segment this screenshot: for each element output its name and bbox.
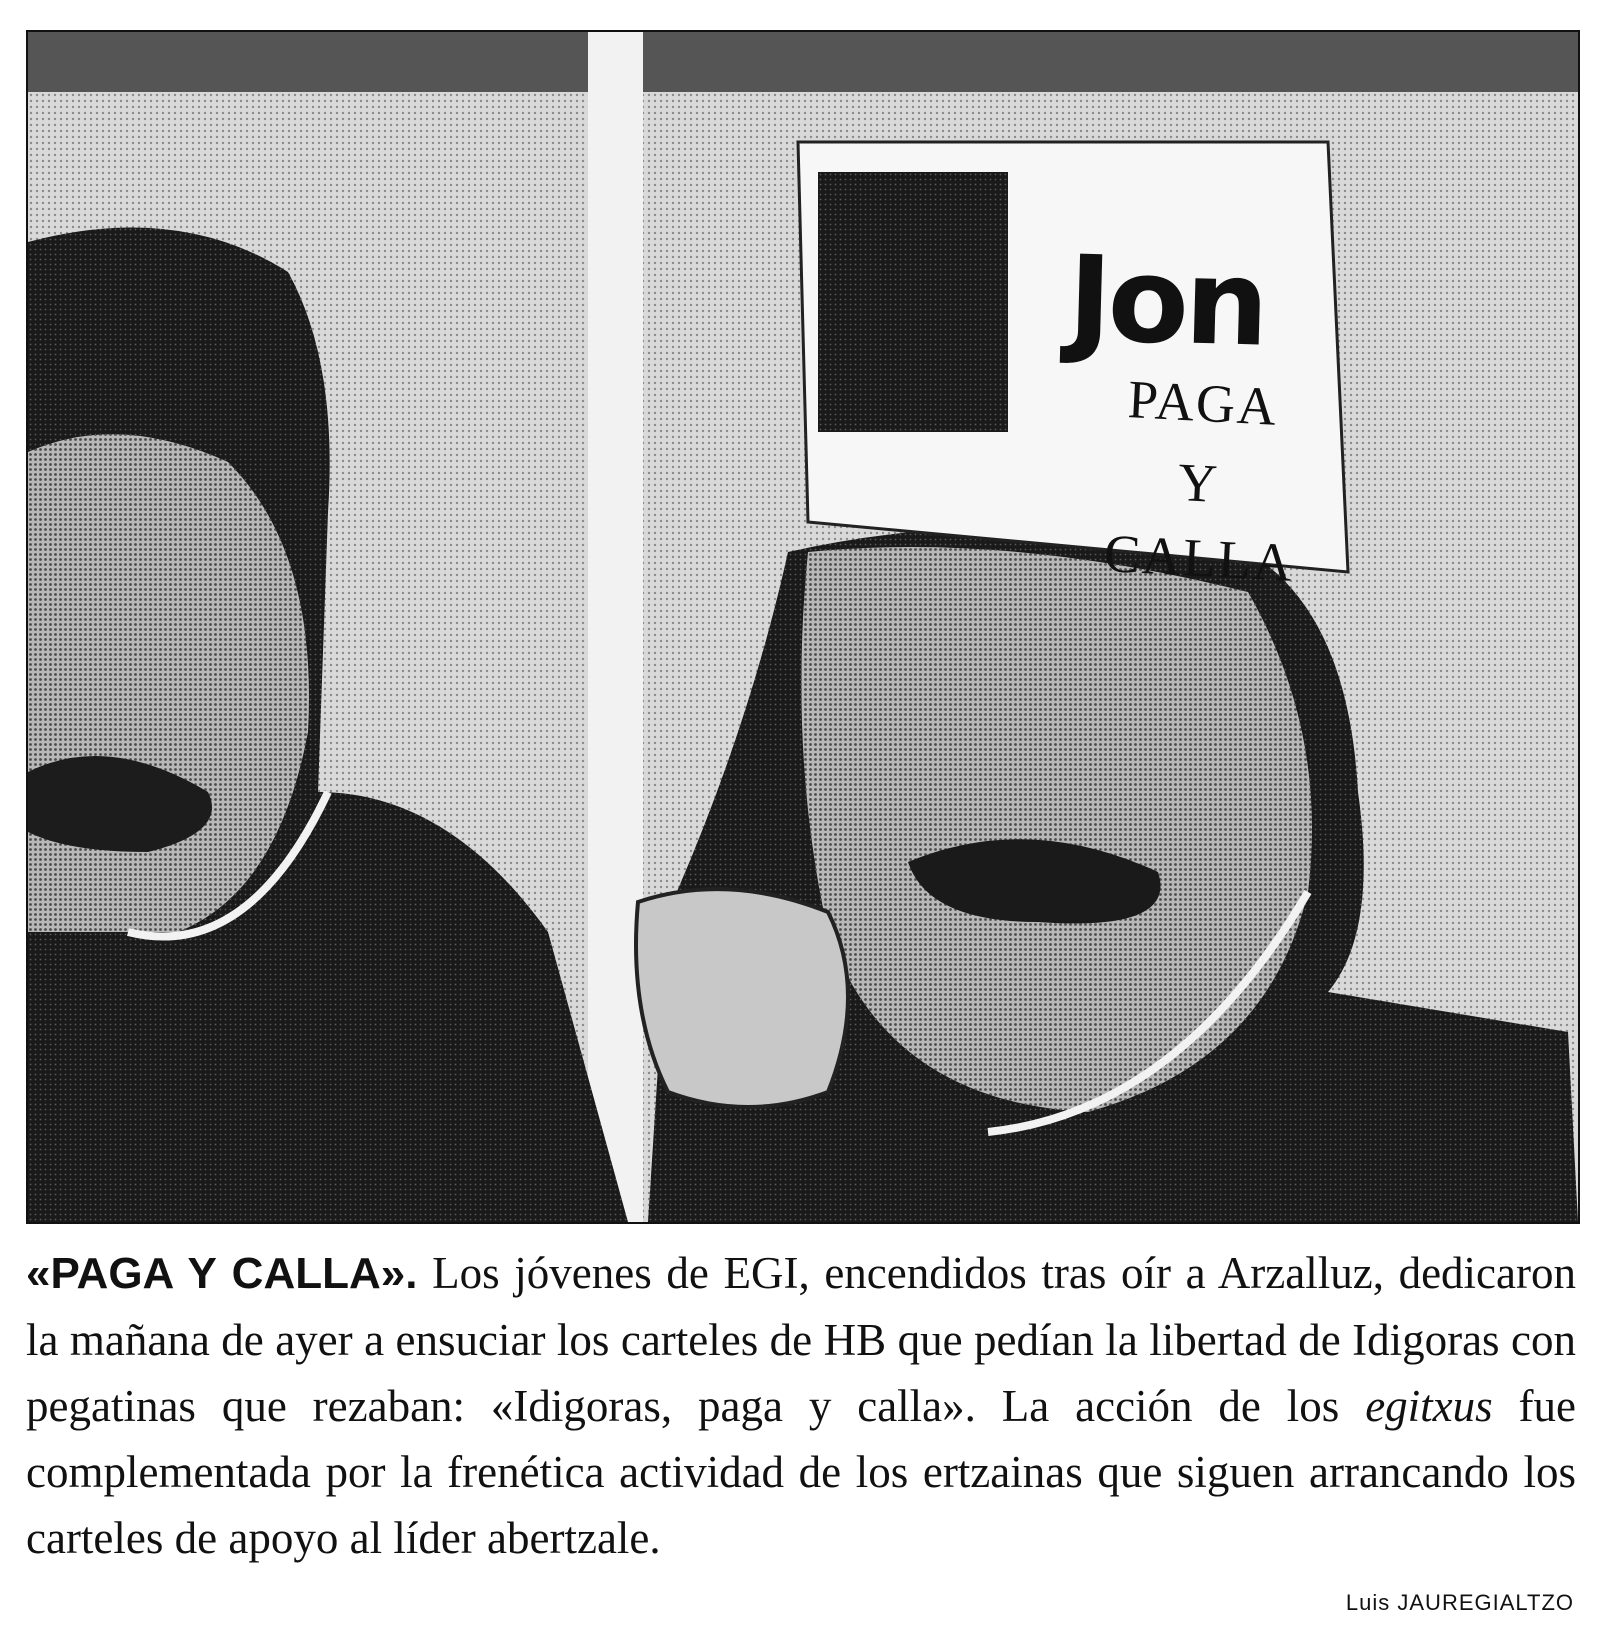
poster-name: Jon: [1066, 229, 1267, 373]
caption-text-1: Los jóvenes de EGI, encendidos tras oír a Arzalluz, dedicaron la mañana de ayer a ensuciar los carteles de HB que pedían la libertad de Idigoras con pegatinas que rezaban: «Idigoras, paga y calla». La acción de los: [26, 1248, 1576, 1431]
poster-line-2: Y: [1176, 451, 1221, 515]
caption-text-2: fue complementada por la frenética actividad de los ertzainas que siguen arrancando los carteles de apoyo al líder abertzale.: [26, 1381, 1576, 1563]
news-photograph: [26, 30, 1580, 1224]
poster-line-3: CALLA: [1102, 523, 1296, 593]
caption-italic: egitxus: [1365, 1381, 1493, 1431]
photo-caption: [26, 1240, 1576, 1571]
photo-illustration: [28, 32, 1578, 1222]
poster-line-1: PAGA: [1126, 369, 1280, 437]
caption-lead: «PAGA Y CALLA».: [26, 1249, 418, 1298]
photo-credit: Luis JAUREGIALTZO: [1345, 1590, 1574, 1615]
